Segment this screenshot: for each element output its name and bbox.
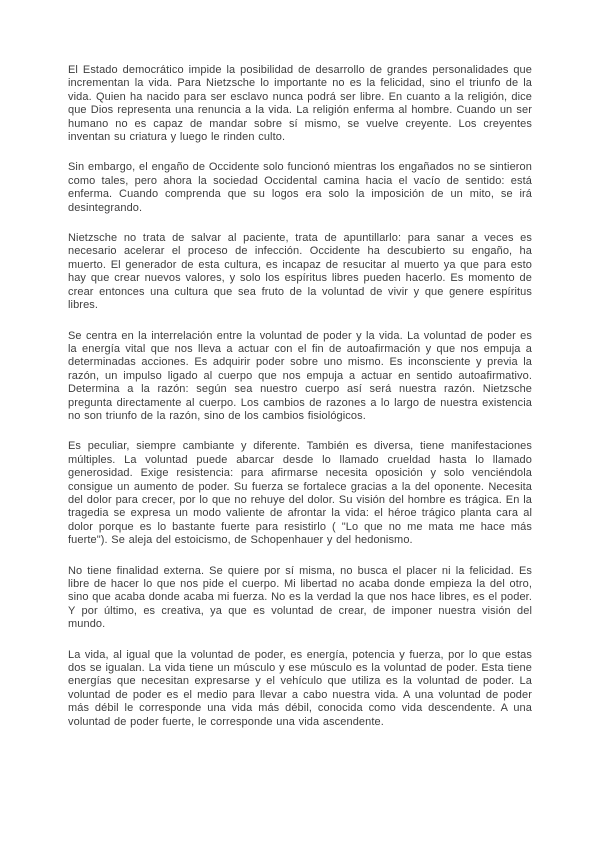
paragraph-life-equals-will: La vida, al igual que la voluntad de poder, es energía, potencia y fuerza, por lo que estas dos se igualan. La vida tiene un músculo y ese músculo es la voluntad de poder. Esta tiene energías que necesitan expresarse y el vehículo que utiliza es la voluntad de poder. La voluntad de poder es el medio para llevar a cabo nuestra vida. A una voluntad de poder más débil le corresponde una vida más débil, conocida como vida descendente. A una voluntad de poder fuerte, le corresponde una vida ascendente.	[68, 648, 532, 728]
document-text-block	[68, 64, 532, 746]
paragraph-nietzsche-patient: Nietzsche no trata de salvar al paciente, trata de apuntillarlo: para sanar a veces es necesario acelerar el proceso de infección. Occidente ha descubierto su engaño, ha muerto. El generador de esta cultura, es incapaz de resucitar al muerto ya que para esto hay que crear nuevos valores, y solo los espíritus libres pueden hacerlo. Es momento de crear entonces una cultura que sea fruto de la voluntad de vivir y que genere espíritus libres.	[68, 232, 532, 312]
paragraph-democratic-state: El Estado democrático impide la posibilidad de desarrollo de grandes personalidades que incrementan la vida. Para Nietzsche lo importante no es la felicidad, sino el triunfo de la vida. Quien ha nacido para ser esclavo nunca podrá ser libre. En cuanto a la religión, dice que Dios representa una renuncia a la vida. La religión enferma al hombre. Cuando un ser humano no es capaz de mandar sobre sí mismo, se vuelve creyente. Los creyentes inventan su criatura y luego le rinden culto.	[68, 64, 532, 144]
paragraph-western-deception: Sin embargo, el engaño de Occidente solo funcionó mientras los engañados no se sintieron como tales, pero ahora la sociedad Occidental camina hacia el vacío de sentido: está enferma. Cuando comprenda que su logos era solo la imposición de un mito, se irá desintegrando.	[68, 161, 532, 214]
paragraph-peculiar-will: Es peculiar, siempre cambiante y diferente. También es diversa, tiene manifestaciones múltiples. La voluntad puede abarcar desde lo llamado crueldad hasta lo llamado generosidad. Exige resistencia: para afirmarse necesita oposición y solo venciéndola consigue un aumento de poder. Su fuerza se fortalece gracias a la del oponente. Necesita del dolor para crecer, por lo que no rehuye del dolor. Su visión del hombre es trágica. En la tragedia se expresa un modo valiente de afrontar la vida: el héroe trágico planta cara al dolor porque es lo bastante fuerte para resistirlo ( "Lo que no me mata me hace más fuerte"). Se aleja del estoicismo, de Schopenhauer y del hedonismo.	[68, 440, 532, 547]
paragraph-no-external-purpose: No tiene finalidad externa. Se quiere por sí misma, no busca el placer ni la felicidad. Es libre de hacer lo que nos pide el cuerpo. Mi libertad no acaba donde empieza la del otro, sino que acaba donde acaba mi fuerza. No es la verdad la que nos hace libres, es el poder. Y por último, es creativa, ya que es voluntad de crear, de imponer nuestra visión del mundo.	[68, 564, 532, 631]
paragraph-will-to-power-life: Se centra en la interrelación entre la voluntad de poder y la vida. La voluntad de poder es la energía vital que nos lleva a actuar con el fin de autoafirmación y que nos empuja a determinadas acciones. Es adquirir poder sobre uno mismo. Es inconsciente y previa la razón, un impulso ligado al cuerpo que nos empuja a actuar en sentido autoafirmativo. Determina a la razón: según sea nuestro cuerpo así será nuestra razón. Nietzsche pregunta directamente al cuerpo. Los cambios de razones a lo largo de nuestra existencia no son triunfo de la razón, sino de los cambios fisiológicos.	[68, 329, 532, 422]
